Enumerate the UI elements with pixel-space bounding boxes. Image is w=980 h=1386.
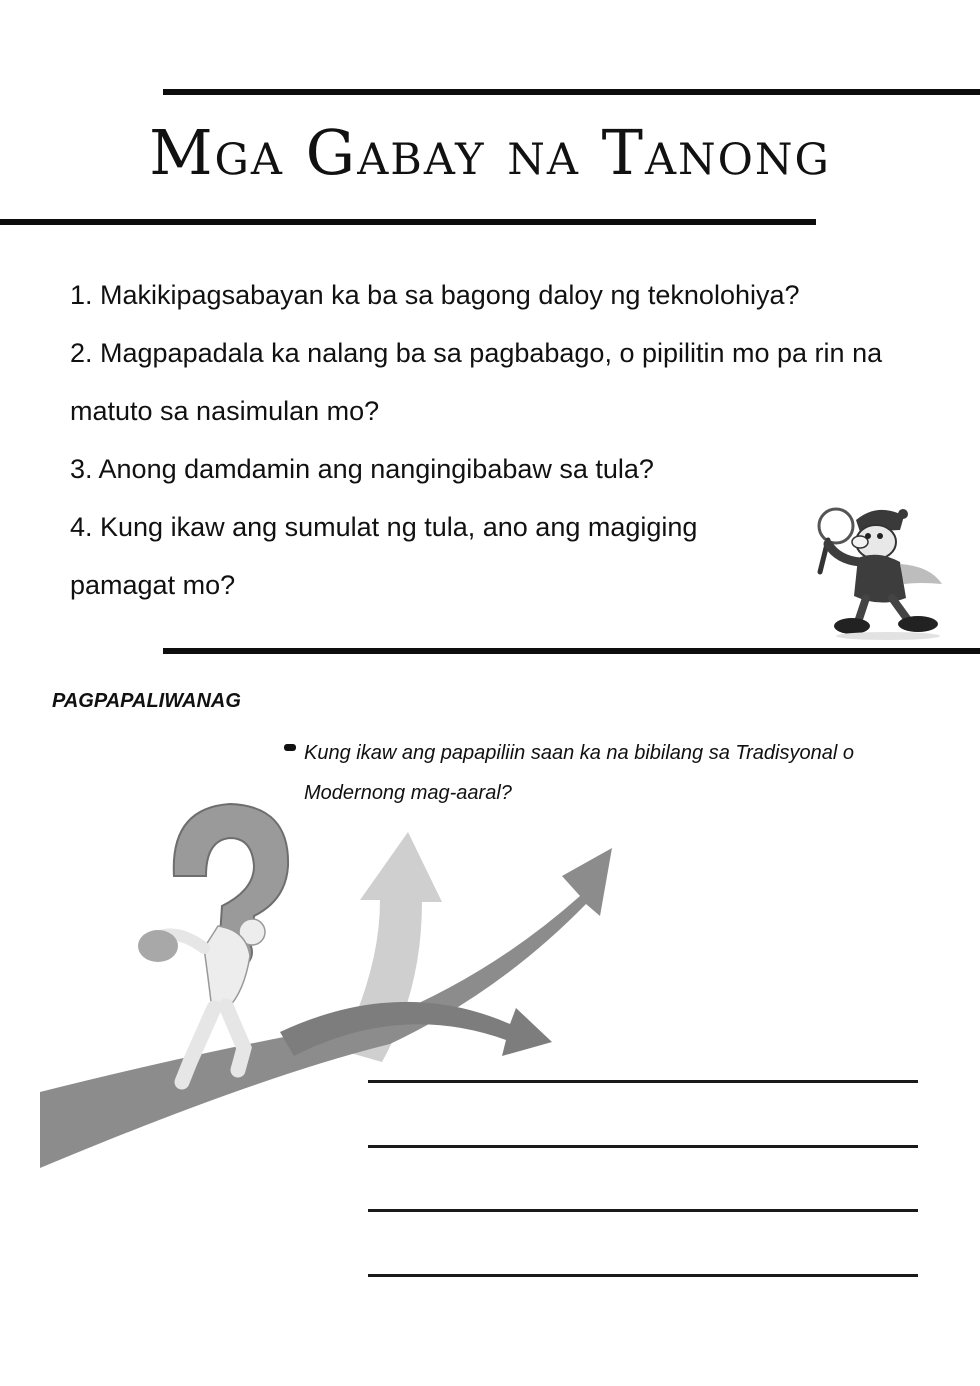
question-item: 1. Makikipagsabayan ka ba sa bagong daloy ng teknolohiya? (70, 280, 800, 310)
answer-line[interactable] (368, 1145, 918, 1148)
answer-line[interactable] (368, 1274, 918, 1277)
question-item: 2. Magpapadala ka nalang ba sa pagbabago, o pipilitin mo pa rin na matuto sa nasimulan mo? (70, 338, 883, 426)
prompt-text: Kung ikaw ang papapiliin saan ka na bibilang sa Tradisyonal o Modernong mag-aaral? (304, 742, 854, 804)
answer-line[interactable] (368, 1209, 918, 1212)
section-title: PAGPAPALIWANAG (52, 690, 241, 712)
answer-line[interactable] (368, 1080, 918, 1083)
bullet-icon (284, 744, 296, 751)
question-item: 4. Kung ikaw ang sumulat ng tula, ano ang magiging pamagat mo? (70, 512, 698, 600)
question-item: 3. Anong damdamin ang nangingibabaw sa tula? (70, 454, 654, 484)
person-carrying-question-mark-at-crossroads-icon (40, 780, 660, 1175)
page-title: Mga Gabay na Tanong (149, 116, 831, 189)
guide-questions-list (70, 266, 930, 614)
section-divider (163, 648, 980, 654)
detective-with-magnifying-glass-icon (808, 500, 950, 642)
top-divider (163, 89, 980, 95)
title-divider (0, 219, 816, 225)
